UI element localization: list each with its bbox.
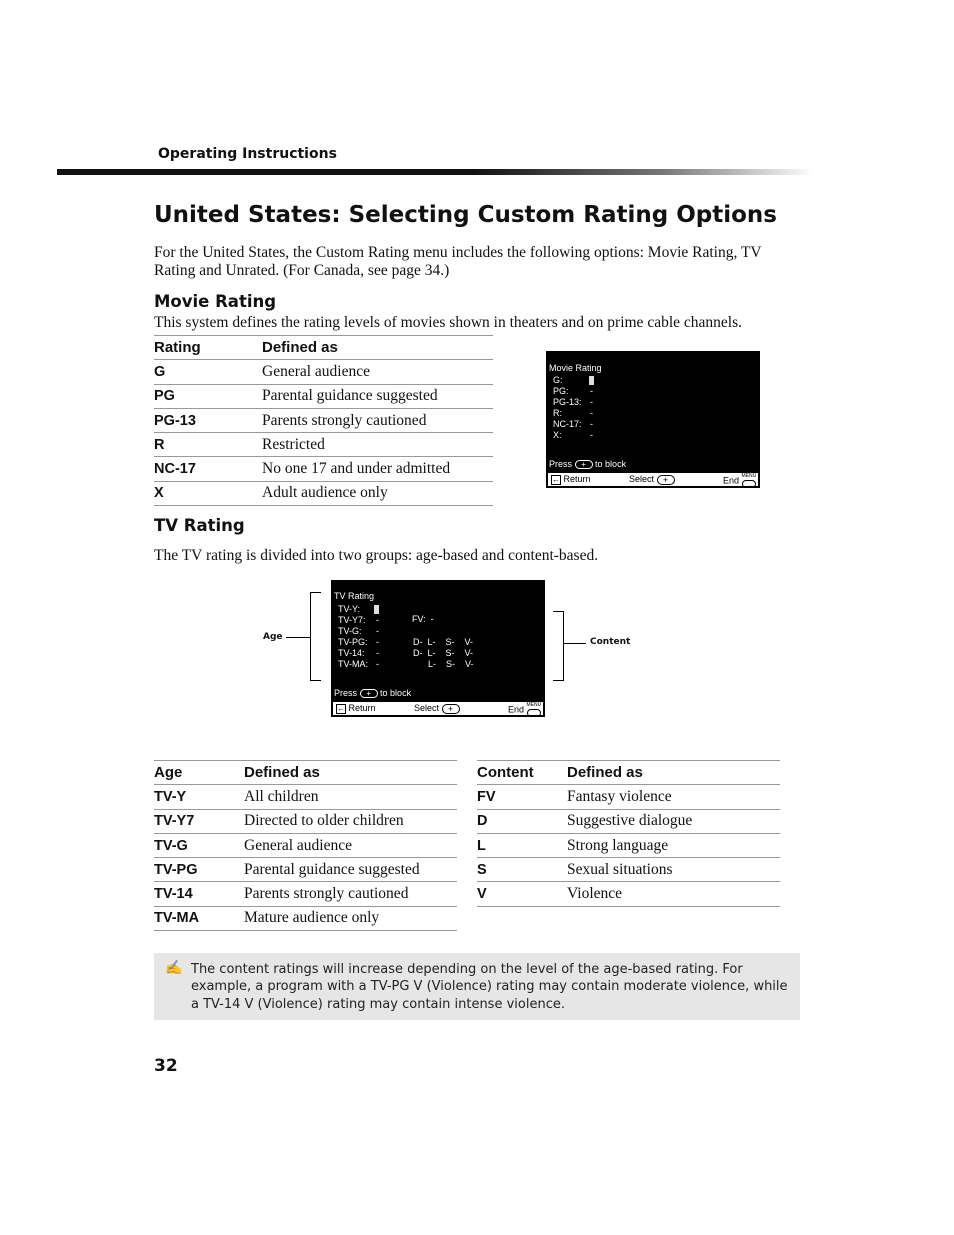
table-row xyxy=(154,833,457,857)
screen-item-label: G: xyxy=(553,375,563,385)
table-header-row xyxy=(154,336,493,360)
return-icon: ← xyxy=(337,703,345,713)
screen-title: Movie Rating xyxy=(549,363,602,373)
screen-content-value: L- S- V- xyxy=(428,659,474,669)
intro-paragraph: For the United States, the Custom Rating menu includes the following options: Movie Rating, TV Rating and Unrated. (For Canada, see page 34.) xyxy=(154,244,762,279)
rating-code: X xyxy=(154,481,262,505)
return-hint: ← Return xyxy=(552,474,591,484)
end-hint: End MENU xyxy=(723,474,756,488)
table-row xyxy=(154,384,493,408)
rating-code: G xyxy=(154,360,262,384)
end-hint: End MENU xyxy=(508,703,541,717)
table-row xyxy=(477,785,780,809)
note-text: The content ratings will increase depending on the level of the age-based rating. For example, a program with a TV-PG V (Violence) rating may contain moderate violence, while a TV-14 V (Violence) rating may contain intense violence. xyxy=(191,962,788,1012)
table-row xyxy=(154,809,457,833)
table-header-row xyxy=(154,761,457,785)
content-definition: Fantasy violence xyxy=(567,785,780,809)
rating-definition: No one 17 and under admitted xyxy=(262,457,493,481)
page-number: 32 xyxy=(154,1056,178,1076)
age-definition: All children xyxy=(244,785,457,809)
age-rating-table xyxy=(154,760,457,931)
table-row xyxy=(154,457,493,481)
menu-button-icon: MENU xyxy=(527,703,542,717)
table-header-age: Age xyxy=(154,761,244,785)
age-code: TV-Y xyxy=(154,785,244,809)
age-code: TV-PG xyxy=(154,858,244,882)
age-definition: Parental guidance suggested xyxy=(244,858,457,882)
screen-item-label: PG-13: xyxy=(553,397,582,407)
screen-item-value: - xyxy=(376,648,379,658)
rating-definition: General audience xyxy=(262,360,493,384)
content-definition: Suggestive dialogue xyxy=(567,809,780,833)
screen-nav-bar xyxy=(333,702,543,715)
screen-item-label: R: xyxy=(553,408,562,418)
screen-item-label: NC-17: xyxy=(553,419,582,429)
tv-rating-screen xyxy=(331,580,545,717)
content-definition: Sexual situations xyxy=(567,858,780,882)
screen-nav-bar xyxy=(548,473,758,486)
screen-item-label: TV-Y: xyxy=(338,604,361,614)
screen-item-value: - xyxy=(590,419,593,429)
return-hint: ← Return xyxy=(337,703,376,713)
select-hint: Select + xyxy=(629,474,675,485)
callout-age-line xyxy=(286,637,310,638)
screen-title: TV Rating xyxy=(334,591,375,601)
table-header-content: Content xyxy=(477,761,567,785)
screen-content-value: D- L- S- V- xyxy=(413,648,474,658)
section-label: Operating Instructions xyxy=(158,146,337,162)
screen-item-label: TV-MA: xyxy=(338,659,369,669)
table-row xyxy=(477,833,780,857)
screen-item-value: - xyxy=(376,615,379,625)
note-pencil-icon: ✍ xyxy=(165,960,183,976)
table-row xyxy=(477,882,780,906)
content-rating-table xyxy=(477,760,780,907)
table-row xyxy=(154,785,457,809)
press-to-block-hint: Press + to block xyxy=(549,459,627,470)
table-row xyxy=(154,433,493,457)
callout-age: Age xyxy=(263,632,283,642)
screen-item-label: TV-Y7: xyxy=(338,615,366,625)
screen-item-label: TV-PG: xyxy=(338,637,368,647)
joystick-icon: + xyxy=(657,475,675,485)
content-definition: Strong language xyxy=(567,833,780,857)
page-title: United States: Selecting Custom Rating Options xyxy=(154,202,777,228)
joystick-icon: + xyxy=(575,460,593,469)
content-code: L xyxy=(477,833,567,857)
screen-item-value: - xyxy=(590,386,593,396)
rating-definition: Parents strongly cautioned xyxy=(262,408,493,432)
content-code: D xyxy=(477,809,567,833)
screen-item-value: - xyxy=(590,430,593,440)
table-row xyxy=(154,858,457,882)
rating-code: NC-17 xyxy=(154,457,262,481)
age-definition: General audience xyxy=(244,833,457,857)
table-header-defined-as: Defined as xyxy=(244,761,457,785)
table-row xyxy=(477,858,780,882)
table-row xyxy=(154,481,493,505)
age-definition: Mature audience only xyxy=(244,906,457,930)
table-row xyxy=(477,809,780,833)
age-code: TV-G xyxy=(154,833,244,857)
screen-item-value: - xyxy=(376,626,379,636)
press-to-block-hint: Press + to block xyxy=(334,688,412,699)
age-code: TV-Y7 xyxy=(154,809,244,833)
joystick-icon: + xyxy=(360,689,378,698)
rating-code: PG-13 xyxy=(154,408,262,432)
screen-item-value: - xyxy=(590,408,593,418)
content-bracket xyxy=(553,611,564,681)
movie-rating-heading: Movie Rating xyxy=(154,292,277,311)
header-rule xyxy=(57,169,814,175)
content-definition: Violence xyxy=(567,882,780,906)
age-definition: Parents strongly cautioned xyxy=(244,882,457,906)
age-bracket xyxy=(310,592,321,681)
table-row xyxy=(154,360,493,384)
tv-rating-description: The TV rating is divided into two groups: age-based and content-based. xyxy=(154,547,599,564)
screen-item-label: X: xyxy=(553,430,562,440)
table-row xyxy=(154,906,457,930)
screen-item-value: - xyxy=(376,637,379,647)
movie-rating-table xyxy=(154,335,493,506)
movie-rating-screen xyxy=(546,351,760,488)
table-row xyxy=(154,882,457,906)
tv-rating-heading: TV Rating xyxy=(154,516,245,535)
screen-item-label: TV-14: xyxy=(338,648,365,658)
menu-button-icon: MENU xyxy=(742,474,757,488)
content-code: FV xyxy=(477,785,567,809)
return-icon: ← xyxy=(552,474,560,484)
screen-content-value: FV: - xyxy=(412,614,434,624)
age-code: TV-14 xyxy=(154,882,244,906)
table-row xyxy=(154,408,493,432)
screen-item-label: TV-G: xyxy=(338,626,362,636)
content-code: V xyxy=(477,882,567,906)
rating-code: PG xyxy=(154,384,262,408)
rating-definition: Restricted xyxy=(262,433,493,457)
screen-item-value: - xyxy=(590,397,593,407)
age-code: TV-MA xyxy=(154,906,244,930)
screen-item-value: - xyxy=(376,659,379,669)
movie-rating-description: This system defines the rating levels of movies shown in theaters and on prime cable channels. xyxy=(154,314,742,331)
screen-cursor xyxy=(374,604,379,614)
table-header-defined-as: Defined as xyxy=(567,761,780,785)
screen-content-value: D- L- S- V- xyxy=(413,637,474,647)
age-definition: Directed to older children xyxy=(244,809,457,833)
rating-code: R xyxy=(154,433,262,457)
screen-cursor xyxy=(589,375,594,385)
rating-definition: Adult audience only xyxy=(262,481,493,505)
table-header-defined-as: Defined as xyxy=(262,336,493,360)
joystick-icon: + xyxy=(442,704,460,714)
table-header-row xyxy=(477,761,780,785)
callout-content: Content xyxy=(590,637,631,647)
table-header-rating: Rating xyxy=(154,336,262,360)
rating-definition: Parental guidance suggested xyxy=(262,384,493,408)
callout-content-line xyxy=(564,643,586,644)
screen-item-label: PG: xyxy=(553,386,569,396)
content-code: S xyxy=(477,858,567,882)
select-hint: Select + xyxy=(414,703,460,714)
